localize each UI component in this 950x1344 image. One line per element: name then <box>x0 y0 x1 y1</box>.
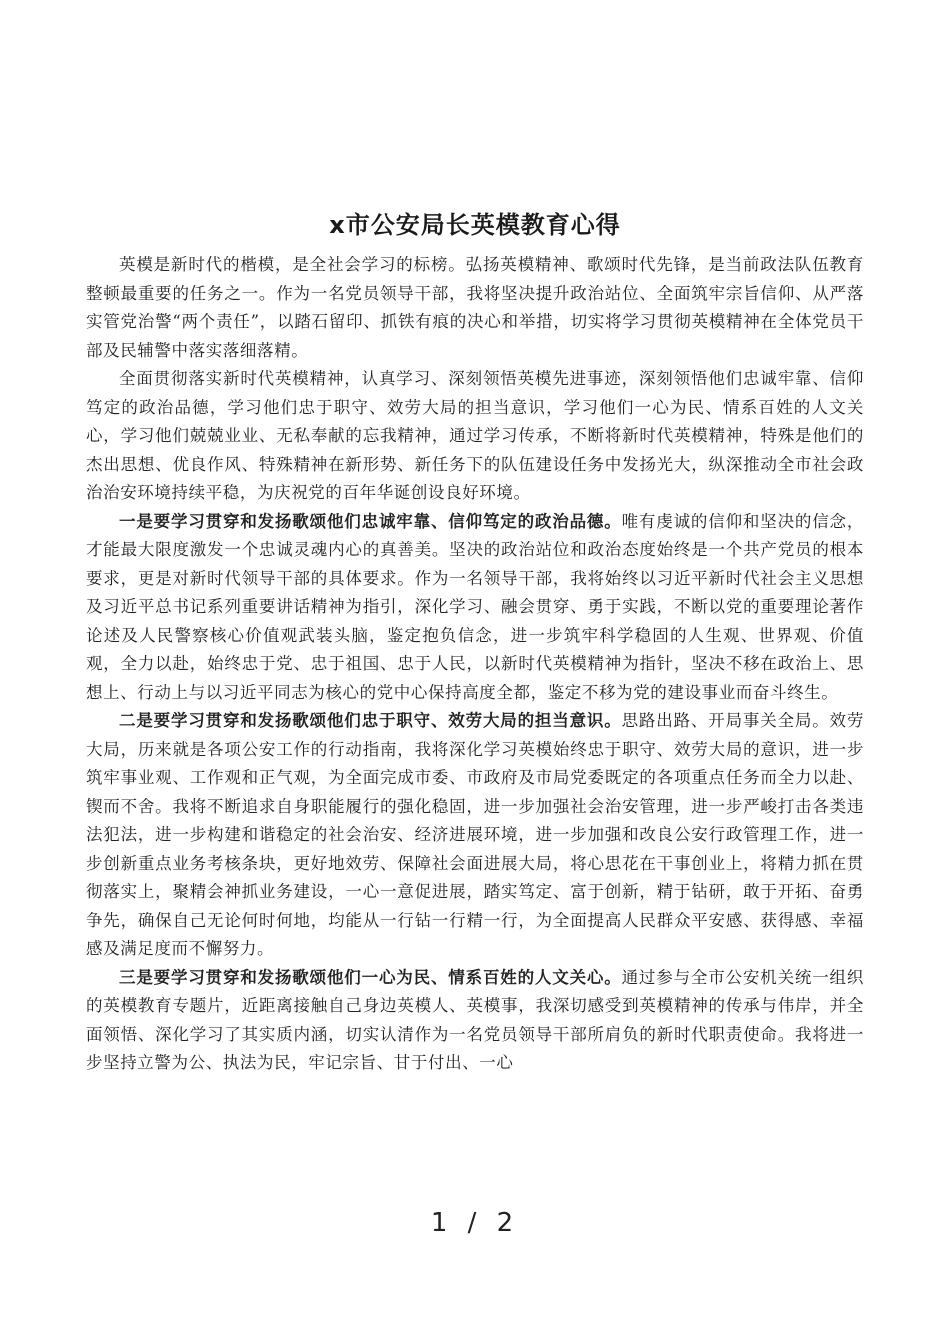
paragraph-point-two <box>86 707 864 964</box>
paragraph-text: 通过参与全市公安机关统一组织的英模教育专题片，近距离接触自己身边英模人、英模事，我深切感受到英模精神的传承与伟岸，并全面领悟、深化学习了其实质内涵，切实认清作为一名党员领导干部所肩负的新时代职责使命。我将进一步坚持立警为公、执法为民，牢记宗旨、甘于付出、一心 <box>86 967 864 1072</box>
paragraph-implement <box>86 365 864 508</box>
page-number: 1 / 2 <box>430 1208 520 1238</box>
document-title: x市公安局长英模教育心得 <box>329 211 621 239</box>
paragraph-text: 思路出路、开局事关全局。效劳大局，历来就是各项公安工作的行动指南，我将深化学习英模始终忠于职守、效劳大局的意识，进一步筑牢事业观、工作观和正气观，为全面完成市委、市政府及市局党委既定的各项重点任务而全力以赴、锲而不舍。我将不断追求自身职能履行的强化稳固，进一步加强社会治安管理，进一步严峻打击各类违法犯法，进一步构建和谐稳定的社会治安、经济进展环境，进一步加强和改良公安行政管理工作，进一步创新重点业务考核条块，更好地效劳、保障社会面进展大局，将心思花在干事创业上，将精力抓在贯彻落实上，聚精会神抓业务建设，一心一意促进展，踏实笃定、富于创新，精于钻研，敢于开拓、奋勇争先，确保自己无论何时何地，均能从一行钻一行精一行，为全面提高人民群众平安感、获得感、幸福感及满足度而不懈努力。 <box>86 711 864 958</box>
paragraph-heading: 一是要学习贯穿和发扬歌颂他们忠诚牢靠、信仰笃定的政治品德。 <box>119 511 622 531</box>
paragraph-text: 英模是新时代的楷模，是全社会学习的标榜。弘扬英模精神、歌颂时代先锋，是当前政法队伍教育整顿最重要的任务之一。作为一名党员领导干部，我将坚决提升政治站位、全面筑牢宗旨信仰、从严落实管党治警“两个责任”，以踏石留印、抓铁有痕的决心和举措，切实将学习贯彻英模精神在全体党员干部及民辅警中落实落细落精。 <box>86 255 864 360</box>
paragraph-text: 唯有虔诚的信仰和坚决的信念，才能最大限度激发一个忠诚灵魂内心的真善美。坚决的政治站位和政治态度始终是一个共产党员的根本要求，更是对新时代领导干部的具体要求。作为一名领导干部，我将始终以习近平新时代社会主义思想及习近平总书记系列重要讲话精神为指引，深化学习、融会贯穿、勇于实践，不断以党的重要理论著作论述及人民警察核心价值观武装头脑，鉴定抱负信念，进一步筑牢科学稳固的人生观、世界观、价值观，全力以赴，始终忠于党、忠于祖国、忠于人民，以新时代英模精神为指针，坚决不移在政治上、思想上、行动上与以习近平同志为核心的党中心保持高度全都，鉴定不移为党的建设事业而奋斗终生。 <box>86 511 864 702</box>
paragraph-heading: 三是要学习贯穿和发扬歌颂他们一心为民、情系百姓的人文关心。 <box>119 967 622 987</box>
paragraph-point-three <box>86 964 864 1078</box>
paragraph-intro <box>86 251 864 365</box>
document-page <box>86 205 864 1078</box>
paragraph-text: 全面贯彻落实新时代英模精神，认真学习、深刻领悟英模先进事迹，深刻领悟他们忠诚牢靠、信仰笃定的政治品德，学习他们忠于职守、效劳大局的担当意识，学习他们一心为民、情系百姓的人文关心，学习他们兢兢业业、无私奉献的忘我精神，通过学习传承，不断将新时代英模精神，特殊是他们的杰出思想、优良作风、特殊精神在新形势、新任务下的队伍建设任务中发扬光大，纵深推动全市社会政治治安环境持续平稳，为庆祝党的百年华诞创设良好环境。 <box>86 369 864 502</box>
paragraph-point-one <box>86 508 864 708</box>
paragraph-heading: 二是要学习贯穿和发扬歌颂他们忠于职守、效劳大局的担当意识。 <box>119 711 622 730</box>
